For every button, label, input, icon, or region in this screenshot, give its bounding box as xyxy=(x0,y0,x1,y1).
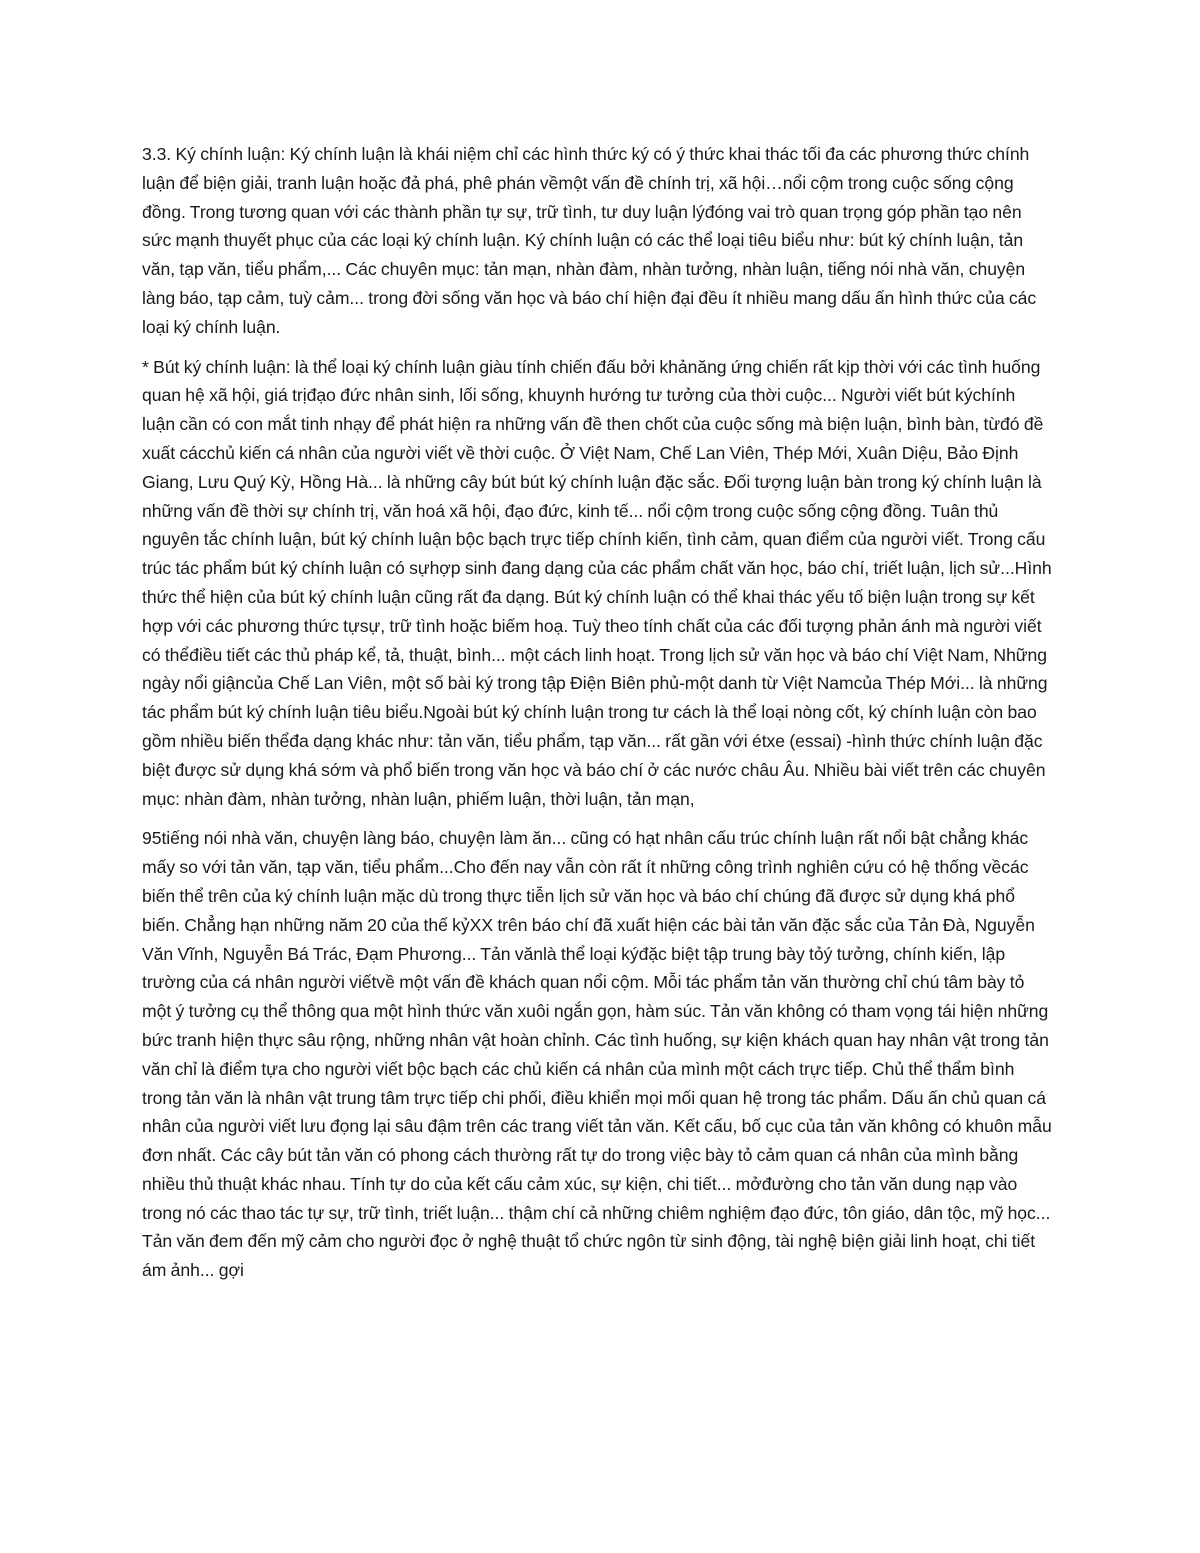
paragraph-but-ky-chinh-luan: * Bút ký chính luận: là thể loại ký chính luận giàu tính chiến đấu bởi khảnăng ứng chiến rất kịp thời với các tình huống quan hệ xã hội, giá trịđạo đức nhân sinh, lối sống, khuynh hướng tư tưởng của thời cuộc... Người viết bút kýchính luận cần có con mắt tinh nhạy để phát hiện ra những vấn đề then chốt của cuộc sống mà biện luận, bình bàn, từđó đề xuất cácchủ kiến cá nhân của người viết về thời cuộc. Ở Việt Nam, Chế Lan Viên, Thép Mới, Xuân Diệu, Bảo Định Giang, Lưu Quý Kỳ, Hồng Hà... là những cây bút bút ký chính luận đặc sắc. Đối tượng luận bàn trong ký chính luận là những vấn đề thời sự chính trị, văn hoá xã hội, đạo đức, kinh tế... nổi cộm trong cuộc sống cộng đồng. Tuân thủ nguyên tắc chính luận, bút ký chính luận bộc bạch trực tiếp chính kiến, tình cảm, quan điểm của người viết. Trong cấu trúc tác phẩm bút ký chính luận có sựhợp sinh đang dạng của các phẩm chất văn học, báo chí, triết luận, lịch sử...Hình thức thể hiện của bút ký chính luận cũng rất đa dạng. Bút ký chính luận có thể khai thác yếu tố biện luận trong sự kết hợp với các phương thức tựsự, trữ tình hoặc biếm hoạ. Tuỳ theo tính chất của các đối tượng phản ánh mà người viết có thểđiều tiết các thủ pháp kể, tả, thuật, bình... một cách linh hoạt. Trong lịch sử văn học và báo chí Việt Nam, Những ngày nổi giậncủa Chế Lan Viên, một số bài ký trong tập Điện Biên phủ-một danh từ Việt Namcủa Thép Mới... là những tác phẩm bút ký chính luận tiêu biểu.Ngoài bút ký chính luận trong tư cách là thể loại nòng cốt, ký chính luận còn bao gồm nhiều biến thểđa dạng khác như: tản văn, tiểu phẩm, tạp văn... rất gần với étxe (essai) -hình thức chính luận đặc biệt được sử dụng khá sớm và phổ biến trong văn học và báo chí ở các nước châu Âu. Nhiều bài viết trên các chuyên mục: nhàn đàm, nhàn tưởng, nhàn luận, phiếm luận, thời luận, tản mạn, xyxy=(142,356,1052,809)
document-page xyxy=(142,140,1052,1296)
paragraph-ky-chinh-luan: 3.3. Ký chính luận: Ký chính luận là khái niệm chỉ các hình thức ký có ý thức khai thác tối đa các phương thức chính luận để biện giải, tranh luận hoặc đả phá, phê phán vềmột vấn đề chính trị, xã hội…nổi cộm trong cuộc sống cộng đồng. Trong tương quan với các thành phần tự sự, trữ tình, tư duy luận lýđóng vai trò quan trọng góp phần tạo nên sức mạnh thuyết phục của các loại ký chính luận. Ký chính luận có các thể loại tiêu biểu như: bút ký chính luận, tản văn, tạp văn, tiểu phẩm,... Các chuyên mục: tản mạn, nhàn đàm, nhàn tưởng, nhàn luận, tiếng nói nhà văn, chuyện làng báo, tạp cảm, tuỳ cảm... trong đời sống văn học và báo chí hiện đại đều ít nhiều mang dấu ấn hình thức của các loại ký chính luận. xyxy=(142,144,1037,337)
paragraph-tan-van: 95tiếng nói nhà văn, chuyện làng báo, chuyện làm ăn... cũng có hạt nhân cấu trúc chính luận rất nổi bật chẳng khác mấy so với tản văn, tạp văn, tiểu phẩm...Cho đến nay vẫn còn rất ít những công trình nghiên cứu có hệ thống vềcác biến thể trên của ký chính luận mặc dù trong thực tiễn lịch sử văn học và báo chí chúng đã được sử dụng khá phổ biến. Chẳng hạn những năm 20 của thế kỷXX trên báo chí đã xuất hiện các bài tản văn đặc sắc của Tản Đà, Nguyễn Văn Vĩnh, Nguyễn Bá Trác, Đạm Phương... Tản vănlà thể loại kýđặc biệt tập trung bày tỏý tưởng, chính kiến, lập trường của cá nhân người viếtvề một vấn đề khách quan nổi cộm. Mỗi tác phẩm tản văn thường chỉ chú tâm bày tỏ một ý tưởng cụ thể thông qua một hình thức văn xuôi ngắn gọn, hàm súc. Tản văn không có tham vọng tái hiện những bức tranh hiện thực sâu rộng, những nhân vật hoàn chỉnh. Các tình huống, sự kiện khách quan hay nhân vật trong tản văn chỉ là điểm tựa cho người viết bộc bạch các chủ kiến cá nhân của mình một cách trực tiếp. Chủ thể thẩm bình trong tản văn là nhân vật trung tâm trực tiếp chi phối, điều khiển mọi mối quan hệ trong tác phẩm. Dấu ấn chủ quan cá nhân của người viết lưu đọng lại sâu đậm trên các trang viết tản văn. Kết cấu, bố cục của tản văn không có khuôn mẫu đơn nhất. Các cây bút tản văn có phong cách thường rất tự do trong việc bày tỏ cảm quan cá nhân của mình bằng nhiều thủ thuật khác nhau. Tính tự do của kết cấu cảm xúc, sự kiện, chi tiết... mởđường cho tản văn dung nạp vào trong nó các thao tác tự sự, trữ tình, triết luận... thậm chí cả những chiêm nghiệm đạo đức, tôn giáo, dân tộc, mỹ học... Tản văn đem đến mỹ cảm cho người đọc ở nghệ thuật tổ chức ngôn từ sinh động, tài nghệ biện giải linh hoạt, chi tiết ám ảnh... gợi xyxy=(142,828,1052,1281)
